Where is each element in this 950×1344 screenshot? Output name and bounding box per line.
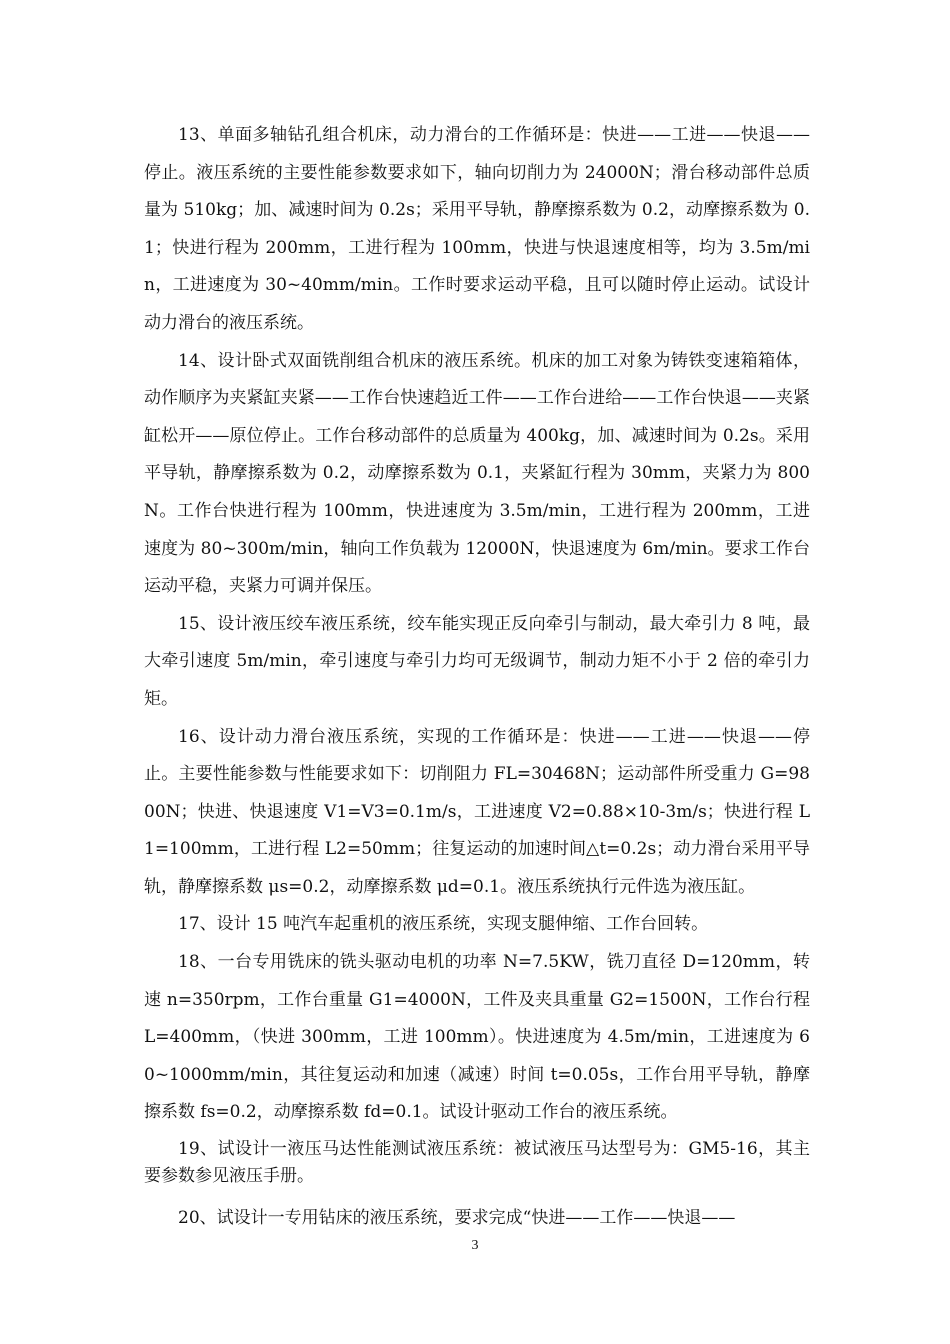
problem-20-paragraph: 20、试设计一专用钻床的液压系统，要求完成“快进——工作——快退—— — [178, 1208, 736, 1229]
problem-16-paragraph: 16、设计动力滑台液压系统，实现的工作循环是：快进——工进——快退——停止。主要性能参数与性能要求如下：切削阻力 FL=30468N；运动部件所受重力 G=9800N；快进、快退速度 V1=V3=0.1m/s，工进速度 V2=0.88×10-3m/s；快进行程 L1=100mm，工进行程 L2=50mm；往复运动的加速时间△t=0.2s；动力滑台采用平导轨，静摩擦系数 μs=0.2，动摩擦系数 μd=0.1。液压系统执行元件选为液压缸。 — [144, 726, 810, 897]
problem-13-paragraph: 13、单面多轴钻孔组合机床，动力滑台的工作循环是：快进——工进——快退——停止。液压系统的主要性能参数要求如下，轴向切削力为 24000N；滑台移动部件总质量为 510kg；加、减速时间为 0.2s；采用平导轨，静摩擦系数为 0.2，动摩擦系数为 0.1；快进行程为 200mm，工进行程为 100mm，快进与快退速度相等，均为 3.5m/min，工进速度为 30~40mm/min。工作时要求运动平稳，且可以随时停止运动。试设计动力滑台的液压系统。 — [144, 125, 810, 333]
problem-17-paragraph: 17、设计 15 吨汽车起重机的液压系统，实现支腿伸缩、工作台回转。 — [178, 914, 709, 935]
problem-19-paragraph: 19、试设计一液压马达性能测试液压系统：被试液压马达型号为：GM5-16，其主要参数参见液压手册。 — [144, 1139, 810, 1187]
problem-18-paragraph: 18、一台专用铣床的铣头驱动电机的功率 N=7.5KW，铣刀直径 D=120mm，转速 n=350rpm，工作台重量 G1=4000N，工件及夹具重量 G2=1500N，工作台行程 L=400mm，（快进 300mm，工进 100mm）。快进速度为 4.5m/min，工进速度为 60~1000mm/min，其往复运动和加速（减速）时间 t=0.05s，工作台用平导轨，静摩擦系数 fs=0.2，动摩擦系数 fd=0.1。试设计驱动工作台的液压系统。 — [144, 952, 810, 1123]
problem-14-paragraph: 14、设计卧式双面铣削组合机床的液压系统。机床的加工对象为铸铁变速箱箱体，动作顺序为夹紧缸夹紧——工作台快速趋近工件——工作台进给——工作台快退——夹紧缸松开——原位停止。工作台移动部件的总质量为 400kg，加、减速时间为 0.2s。采用平导轨，静摩擦系数为 0.2，动摩擦系数为 0.1，夹紧缸行程为 30mm，夹紧力为 800N。工作台快进行程为 100mm，快进速度为 3.5m/min，工进行程为 200mm，工进速度为 80~300m/min，轴向工作负载为 12000N，快退速度为 6m/min。要求工作台运动平稳，夹紧力可调并保压。 — [144, 350, 810, 597]
page-number: 3 — [471, 1238, 479, 1253]
document-body — [144, 117, 810, 1238]
problem-15-paragraph: 15、设计液压绞车液压系统，绞车能实现正反向牵引与制动，最大牵引力 8 吨，最大牵引速度 5m/min，牵引速度与牵引力均可无级调节，制动力矩不小于 2 倍的牵引力矩。 — [144, 613, 810, 709]
